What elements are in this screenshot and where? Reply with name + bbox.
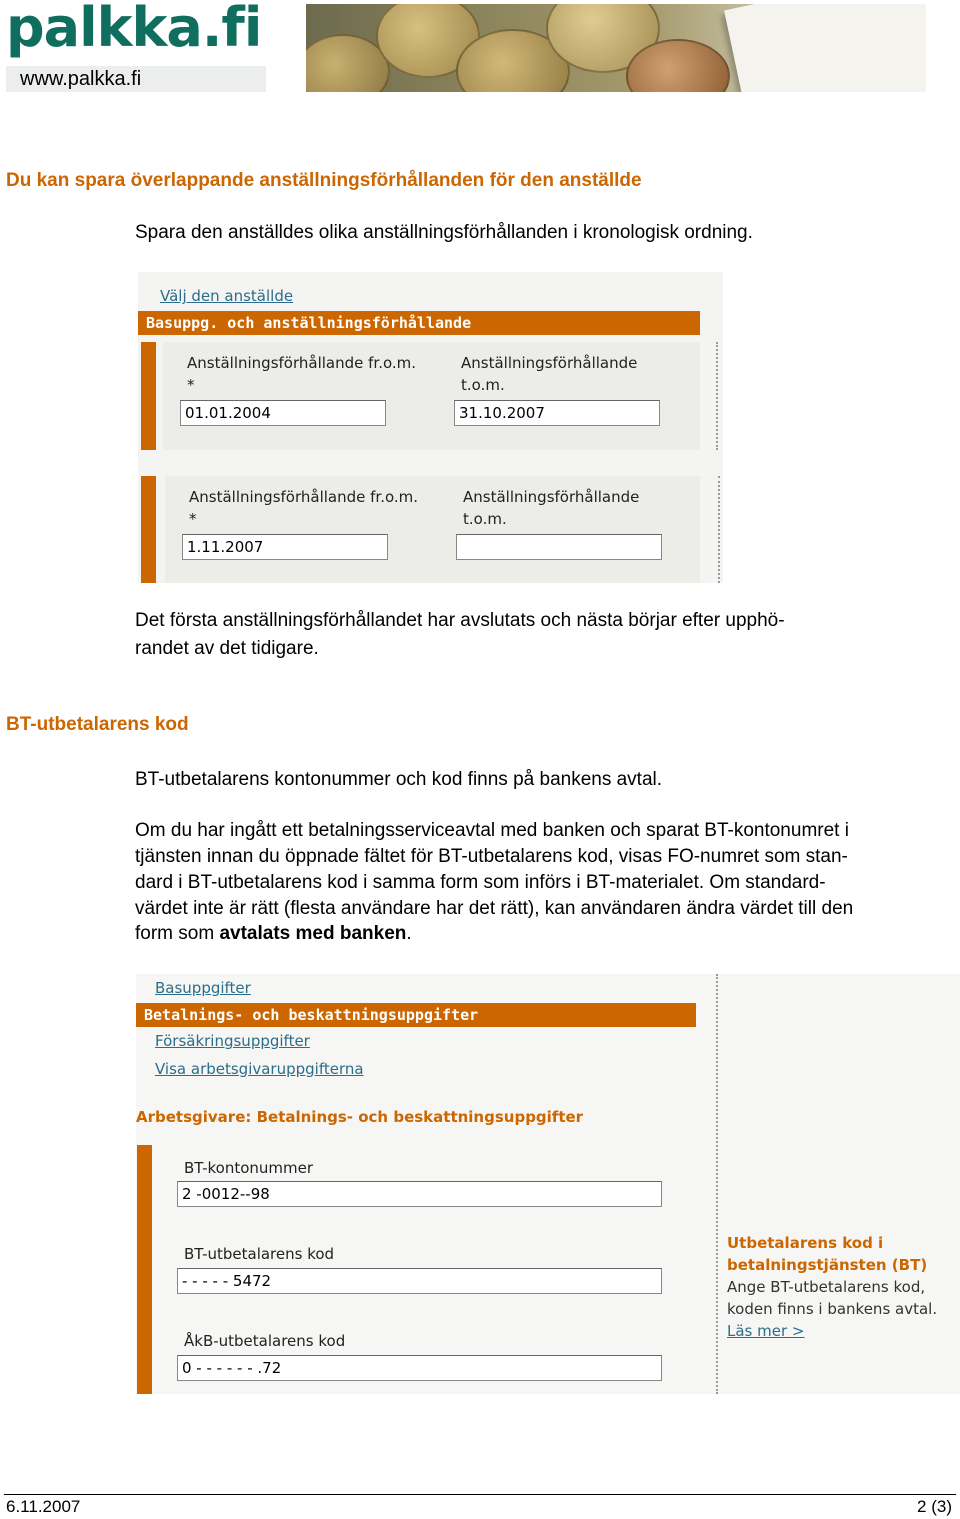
employment-row — [165, 476, 700, 583]
employment-row — [163, 342, 700, 450]
body-line-last — [135, 921, 412, 947]
body-text: . — [406, 923, 412, 944]
read-more-link[interactable]: Läs mer > — [727, 1322, 805, 1340]
emphasis-text: avtalats med banken — [219, 923, 407, 944]
help-text: koden finns i bankens avtal. — [727, 1300, 938, 1318]
from-date-input[interactable]: 1.11.2007 — [182, 534, 388, 560]
from-date-input[interactable]: 01.01.2004 — [180, 400, 386, 426]
to-label-suffix: t.o.m. — [463, 510, 507, 528]
bt-payer-code-label: BT-utbetalarens kod — [184, 1245, 335, 1263]
body-line: värdet inte är rätt (flesta användare har det rätt), kan användaren ändra värdet till den — [135, 898, 854, 919]
employer-info-link[interactable]: Visa arbetsgivaruppgifterna — [155, 1060, 364, 1078]
help-title: Utbetalarens kod i — [727, 1234, 884, 1252]
employment-screenshot — [138, 272, 723, 583]
to-date-input[interactable] — [456, 534, 662, 560]
body-line: dard i BT-utbetalarens kod i samma form som införs i BT-materialet. Om standard- — [135, 872, 826, 893]
required-marker: * — [187, 376, 195, 394]
select-employee-link[interactable]: Välj den anställde — [160, 287, 294, 305]
form-marker — [137, 1145, 152, 1394]
payment-tax-screenshot — [136, 974, 960, 1394]
bt-account-label: BT-kontonummer — [184, 1159, 314, 1177]
bt-payer-code-input[interactable]: - - - - - 5472 — [177, 1268, 662, 1294]
active-tab-bar[interactable]: Betalnings- och beskattningsuppgifter — [136, 1003, 696, 1027]
after-text-line2: randet av det tidigare. — [135, 638, 319, 659]
bt-account-input[interactable]: 2 -0012--98 — [177, 1181, 662, 1207]
help-title: betalningstjänsten (BT) — [727, 1256, 928, 1274]
footer-divider — [4, 1494, 956, 1495]
overlapping-employment-heading: Du kan spara överlappande anställningsförhållanden för den anställde — [6, 170, 642, 191]
employer-section-title: Arbetsgivare: Betalnings- och beskattningsuppgifter — [136, 1108, 584, 1126]
to-label: Anställningsförhållande — [461, 354, 638, 372]
divider — [716, 974, 718, 1394]
akb-payer-code-label: ÅkB-utbetalarens kod — [184, 1332, 346, 1350]
footer-date: 6.11.2007 — [6, 1497, 81, 1516]
site-url: www.palkka.fi — [6, 66, 266, 92]
help-text: Ange BT-utbetalarens kod, — [727, 1278, 926, 1296]
from-label: Anställningsförhållande fr.o.m. — [187, 354, 417, 372]
row-marker — [141, 342, 156, 450]
body-line: tjänsten innan du öppnade fältet för BT-utbetalarens kod, visas FO-numret som stan- — [135, 846, 848, 867]
insurance-link[interactable]: Försäkringsuppgifter — [155, 1032, 310, 1050]
bt-intro: BT-utbetalarens kontonummer och kod finns på bankens avtal. — [135, 769, 663, 790]
required-marker: * — [189, 510, 197, 528]
akb-payer-code-input[interactable]: 0 - - - - - - .72 — [177, 1355, 662, 1381]
to-label-suffix: t.o.m. — [461, 376, 505, 394]
bt-payer-code-heading: BT-utbetalarens kod — [6, 714, 189, 735]
basic-info-bar: Basuppg. och anställningsförhållande — [138, 311, 700, 335]
to-date-input[interactable]: 31.10.2007 — [454, 400, 660, 426]
page-number: 2 (3) — [917, 1497, 952, 1516]
from-label: Anställningsförhållande fr.o.m. — [189, 488, 419, 506]
body-text: form som — [135, 923, 220, 944]
palkka-logo: palkka.fi — [6, 0, 262, 59]
basic-info-link[interactable]: Basuppgifter — [155, 979, 251, 997]
to-label: Anställningsförhållande — [463, 488, 640, 506]
after-text-line1: Det första anställningsförhållandet har avslutats och nästa börjar efter upphö- — [135, 610, 785, 631]
divider — [716, 342, 718, 450]
body-line: Om du har ingått ett betalningsserviceavtal med banken och sparat BT-kontonumret i — [135, 820, 849, 841]
intro-text: Spara den anställdes olika anställningsförhållanden i kronologisk ordning. — [135, 222, 753, 243]
header-banner-coins — [306, 4, 926, 92]
divider — [718, 476, 720, 583]
row-marker — [141, 476, 156, 583]
